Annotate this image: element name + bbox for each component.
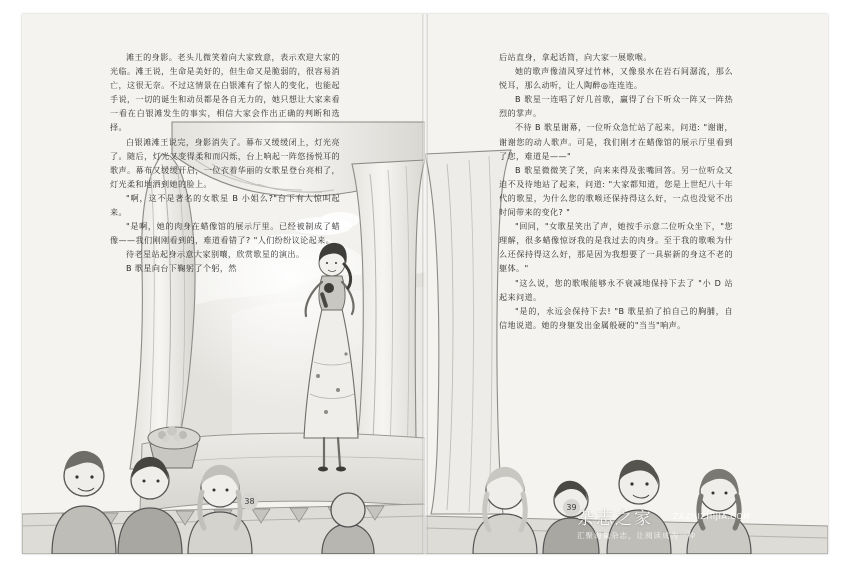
paragraph: 她的歌声像清风穿过竹林，又像泉水在岩石间潺流，那么悦耳，那么动听，让人陶醉◎连连连。	[499, 66, 733, 91]
paragraph: 不待 B 歌星谢幕，一位听众急忙站了起来，问道: "谢谢，谢谢您的动人歌声。可是，我们刚才在蜡像馆的展示厅里看到了您，难道是——"	[499, 122, 733, 161]
paragraph: 后站直身，拿起话筒，向大家一展歌喉。	[499, 52, 652, 62]
magazine-spread	[22, 14, 828, 554]
watermark-title: 杂志之家	[577, 509, 653, 529]
left-page-text	[110, 50, 340, 276]
page-number-left: 38	[241, 493, 258, 510]
spread-gutter	[422, 14, 428, 554]
paragraph: "回同，"女歌星笑出了声，她按手示意二位听众坐下，"您理解，很多蜡像惊讶我的是我过去的肉身。至于我的歌喉为什么还保持得这么好，那是因为我想要了一具崭新的身这不老的躯体。"	[499, 221, 733, 274]
paragraph: "这么说，您的歌喉能够永不衰减地保持下去了 "小 D 站起来问道。	[499, 277, 733, 302]
left-page	[22, 14, 425, 554]
paragraph: B 歌星向台下鞠躬了个躬，然	[126, 263, 237, 274]
page-number-right: 39	[563, 499, 580, 516]
right-page	[425, 14, 828, 554]
paragraph: B 歌星一连唱了好几首歌，赢得了台下听众一阵又一阵热烈的掌声。	[499, 94, 733, 119]
paragraph: "是啊，她的肉身在蜡像馆的展示厅里。已经被制成了蜡像——我们刚刚看到的，难道看错了? "人们纷纷议论起来。	[110, 221, 340, 246]
paragraph: B 歌星微微笑了笑，向来来得及张嘴回答。另一位听众又迫不及待地站了起来，问道: "大家都知道，您是上世纪八十年代的歌星，为什么您的歌喉还保持得这么好，一点也没觉不出时间带来的变化? "	[499, 164, 733, 218]
paragraph: "是的，永远会保持下去! "B 歌星拍了拍自己的胸脯，自信地说道。她的身躯发出金属般硬的"当当"响声。	[499, 305, 733, 330]
paragraph: "啊，这不是著名的女歌星 B 小姐么?"台下有人惊叫起来。	[110, 192, 340, 218]
paragraph: 滩王的身影。老头儿微笑着向大家致意，表示欢迎大家的光临。滩王说，生命是美好的，但生命又是脆弱的，很容易消亡，这很无奈。不过这情景在白银滩有了惊人的变化，也能起手说，一切的诞生和动员都是各自无力的，她只想让大家来看一看在白银滩发生的事实，相信大家会作出正确的判断和选择。	[110, 52, 340, 133]
paragraph: 待老星站起身示意大家别嚷，欣赏歌星的演出。	[126, 249, 305, 260]
watermark-subtitle: 汇聚海量杂志，让阅读成为一种	[577, 531, 696, 540]
right-page-text	[499, 50, 733, 332]
paragraph: 白银滩滩王说完，身影消失了。幕布又缓缓闭上，灯光亮了。随后，灯光又变得柔和而闪烁，台上响起一阵悠扬悦耳的歌声。幕布又缓缓开启，一位衣着华丽的女歌星登台亮相了，灯光柔和地洒到她的脸上。	[110, 136, 340, 189]
watermark-url: ZAZHIZHIJIA.COM	[673, 512, 751, 521]
